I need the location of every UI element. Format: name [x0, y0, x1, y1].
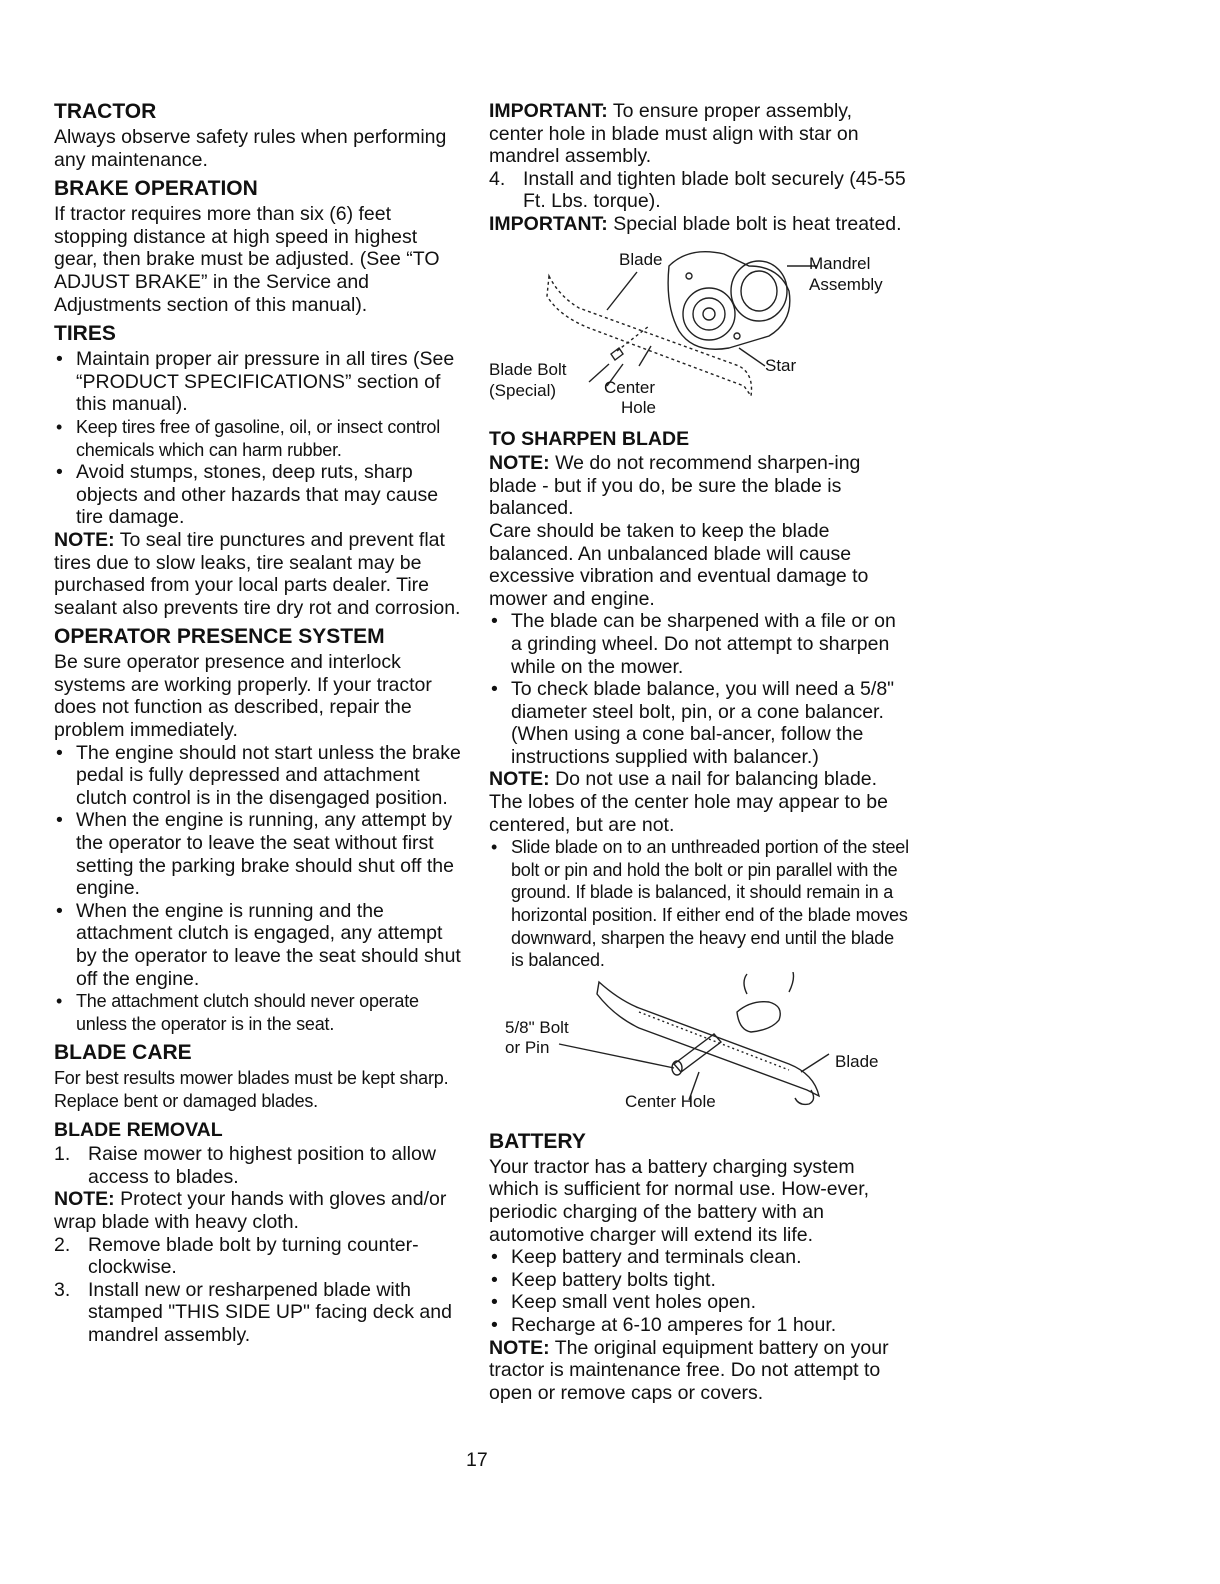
list-item: • Maintain proper air pressure in all tires (See “PRODUCT SPECIFICATIONS” section of this manual).	[56, 348, 455, 416]
blade-balance-figure	[489, 972, 909, 1124]
sharpen-text: Care should be taken to keep the blade balanced. An unbalanced blade will cause excessive vibration and eventual damage to mower and engine.	[489, 519, 869, 610]
sharpen-note-2: NOTE: Do not use a nail for balancing blade. The lobes of the center hole may appear to be centered, but are not.	[489, 768, 888, 836]
blade-care-heading: BLADE CARE	[54, 1041, 192, 1065]
fig1-mandrel-label: Mandrel	[809, 253, 871, 273]
fig2-center-hole-label: Center Hole	[625, 1091, 716, 1111]
important-note-1: IMPORTANT: To ensure proper assembly, center hole in blade must align with star on mandrel assembly.	[489, 100, 859, 168]
sharpen-heading: TO SHARPEN BLADE	[489, 427, 690, 450]
right-column	[489, 100, 909, 1404]
brake-heading: BRAKE OPERATION	[54, 177, 258, 201]
blade-care-text: For best results mower blades must be kept sharp. Replace bent or damaged blades.	[54, 1068, 449, 1111]
fig2-or-pin-label: or Pin	[505, 1037, 550, 1057]
list-item: • Recharge at 6-10 amperes for 1 hour.	[491, 1313, 837, 1336]
battery-heading: BATTERY	[489, 1129, 586, 1153]
brake-text: If tractor requires more than six (6) feet stopping distance at high speed in highest gear, then brake must be adjusted. (See “TO ADJUST BRAKE” in the Service and Adjustments section of this manual).	[54, 203, 440, 316]
tires-heading: TIRES	[54, 322, 116, 346]
list-item: • Slide blade on to an unthreaded portion of the steel bolt or pin and hold the bolt or pin parallel with the ground. If blade is balanced, it should remain in a horizontal position. If either end of the blade moves downward, sharpen the heavy end until the blade is balanced.	[491, 837, 909, 971]
list-item: • Keep small vent holes open.	[491, 1291, 756, 1314]
tractor-heading: TRACTOR	[54, 100, 157, 123]
list-item: • The blade can be sharpened with a file or on a grinding wheel. Do not attempt to sharpen while on the mower.	[491, 610, 896, 678]
list-item: • When the engine is running, any attempt by the operator to leave the seat without first setting the parking brake should shut off the engine.	[56, 809, 454, 900]
list-item: • When the engine is running and the attachment clutch is engaged, any attempt by the operator to leave the seat should shut off the engine.	[56, 899, 461, 990]
fig1-hole-label: Hole	[621, 397, 656, 417]
sharpen-list	[489, 610, 909, 768]
list-item: • Avoid stumps, stones, deep ruts, sharp objects and other hazards that may cause tire damage.	[56, 461, 439, 529]
step-2: 2. Remove blade bolt by turning counter-clockwise.	[54, 1233, 419, 1279]
tires-note: NOTE: To seal tire punctures and prevent flat tires due to slow leaks, tire sealant may be purchased from your local parts dealer. Tire sealant also prevents tire dry rot and corrosion.	[54, 528, 461, 619]
fig1-star-label: Star	[765, 355, 797, 375]
ops-heading: OPERATOR PRESENCE SYSTEM	[54, 625, 385, 649]
fig1-blade-label: Blade	[619, 249, 663, 269]
step-3: 3. Install new or resharpened blade with stamped "THIS SIDE UP" facing deck and mandrel assembly.	[54, 1278, 452, 1346]
list-item: • The engine should not start unless the brake pedal is fully depressed and attachment clutch control is in the disengaged position.	[56, 741, 461, 809]
list-item: • Keep tires free of gasoline, oil, or insect control chemicals which can harm rubber.	[56, 416, 440, 460]
list-item: • To check blade balance, you will need a 5/8" diameter steel bolt, pin, or a cone balancer. (When using a cone bal-ancer, follow the instructions supplied with balancer.)	[491, 678, 895, 768]
tractor-text: Always observe safety rules when performing any maintenance.	[54, 126, 447, 171]
fig1-blade-bolt-label: Blade Bolt	[489, 359, 567, 379]
blade-removal-heading: BLADE REMOVAL	[54, 1118, 223, 1141]
list-item: • The attachment clutch should never operate unless the operator is in the seat.	[56, 991, 419, 1034]
battery-list	[489, 1246, 909, 1336]
fig1-special-label: (Special)	[489, 380, 557, 400]
step-1: 1. Raise mower to highest position to allow access to blades.	[54, 1143, 436, 1188]
blade-removal-note: NOTE: Protect your hands with gloves and/or wrap blade with heavy cloth.	[54, 1188, 447, 1233]
step-4: 4. Install and tighten blade bolt securely (45-55 Ft. Lbs. torque).	[489, 167, 906, 213]
mandrel-assembly-figure	[489, 236, 909, 422]
battery-note: NOTE: The original equipment battery on your tractor is maintenance free. Do not attempt to open or remove caps or covers.	[489, 1336, 889, 1404]
important-note-2: IMPORTANT: Special blade bolt is heat treated.	[489, 212, 902, 235]
list-item: • Keep battery and terminals clean.	[491, 1246, 802, 1269]
battery-text: Your tractor has a battery charging system which is sufficient for normal use. How-ever, periodic charging of the battery with an automotive charger will extend its life.	[489, 1155, 870, 1246]
fig2-bolt-label: 5/8" Bolt	[505, 1017, 569, 1037]
ops-text: Be sure operator presence and interlock systems are working properly. If your tractor does not function as described, repair the problem immediately.	[54, 651, 432, 742]
left-column	[54, 100, 464, 1347]
tires-list	[54, 348, 464, 529]
page-number: 17	[466, 1449, 488, 1471]
sharpen-note: NOTE: We do not recommend sharpen-ing blade - but if you do, be sure the blade is balanced.	[489, 452, 861, 520]
fig2-blade-label: Blade	[835, 1051, 879, 1071]
fig1-assembly-label: Assembly	[809, 274, 883, 294]
ops-list	[54, 742, 464, 1036]
fig1-center-label: Center	[604, 377, 656, 397]
list-item: • Keep battery bolts tight.	[491, 1268, 716, 1291]
